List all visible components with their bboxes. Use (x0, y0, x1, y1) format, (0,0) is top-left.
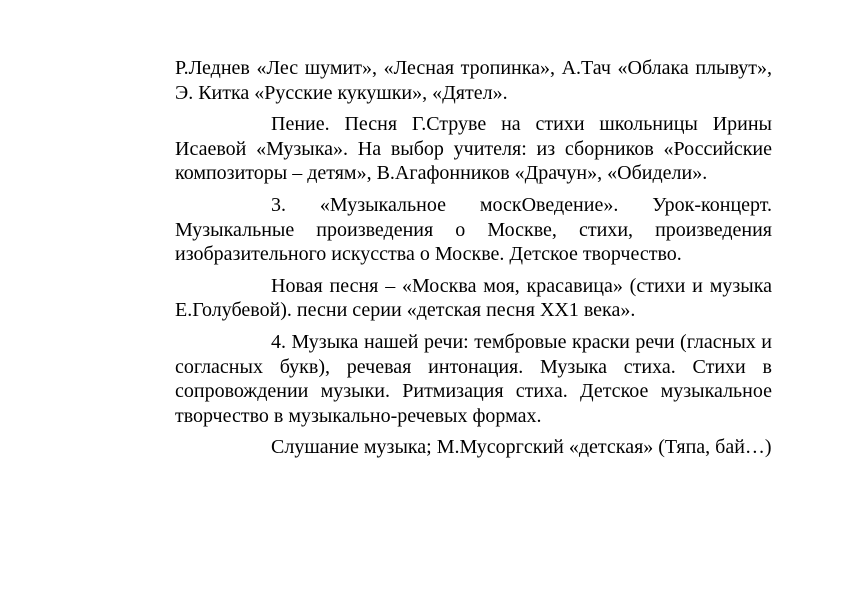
paragraph-1: Р.Леднев «Лес шумит», «Лесная тропинка», А.Тач «Облака плывут», Э. Китка «Русские кукушки», «Дятел». (175, 57, 772, 104)
paragraph-6: Слушание музыка; М.Мусоргский «детская» (Тяпа, бай…) (271, 436, 772, 459)
paragraph-5: 4. Музыка нашей речи: тембровые краски речи (гласных и согласных букв), речевая интонация. Музыка стиха. Стихи в сопровождении музыки. Ритмизация стиха. Детское музыкальное творчество в музыкально-речевых формах. (175, 330, 772, 427)
paragraph-3: 3. «Музыкальное москОведение». Урок-концерт. Музыкальные произведения о Москве, стихи, произведения изобразительного искусства о Москве. Детское творчество. (175, 193, 772, 266)
document-body (175, 56, 772, 467)
paragraph-4: Новая песня – «Москва моя, красавица» (стихи и музыка Е.Голубевой). песни серии «детская песня XX1 века». (175, 274, 772, 322)
paragraph-2: Пение. Песня Г.Струве на стихи школьницы Ирины Исаевой «Музыка». На выбор учителя: из сборников «Российские композиторы – детям», В.Агафонников «Драчун», «Обидели». (175, 113, 772, 185)
